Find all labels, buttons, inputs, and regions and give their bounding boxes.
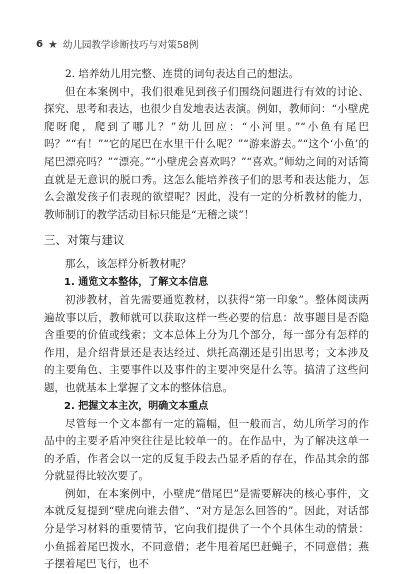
running-header	[36, 36, 198, 52]
page-number: 6	[36, 38, 43, 50]
subheading-2: 2. 把握文本主次，明确文本重点	[64, 400, 209, 412]
section-heading: 三、对策与建议	[44, 233, 125, 248]
paragraph-overview: 初涉教材，首先需要通览教材，以获得“第一印象”。整体阅读两遍故事以后，教师就可以获取这样一些必要的信息：故事题目是否隐含重要的价值或线索；文本总体上分为几个部分，每一部分有怎样的作用，是介绍背景还是表达经过、烘托高潮还是引出思考；文本涉及的主要角色、主要事件以及事件的主要冲突是什么等。搞清了这些问题，也就基本上掌握了文本的整体信息。	[44, 293, 369, 394]
goal-item-2: 2. 培养幼儿用完整、连贯的词句表达自己的想法。	[65, 68, 299, 80]
page-body	[44, 66, 369, 574]
subheading-1: 1. 通览文本整体，了解文本信息	[64, 276, 209, 288]
paragraph-focus: 尽管每一个文本都有一定的篇幅，但一般而言，幼儿所学习的作品中的主要矛盾冲突往往是比较单一的。在作品中，为了解决这单一的矛盾，作者会以一定的反复手段去凸显矛盾的存在，作品其余的部分就显得比较次要了。	[44, 417, 369, 483]
paragraph-case-analysis: 但在本案例中，我们很难见到孩子们围绕问题进行有效的讨论、探究、思考和表达，也很少自发地表达表演。例如，教师问：“小壁虎爬呀爬，爬到了哪儿？”幼儿回应：“小河里。”“小鱼有尾巴吗？”“有！”“它的尾巴在水里干什么呢？”“游来游去。”“这个‘小鱼’的尾巴漂亮吗？”“漂亮。”“小壁虎会喜欢吗？”“喜欢。”师幼之间的对话简直就是无意识的脱口秀。这怎么能培养孩子们的思考和表达能力，怎么会激发孩子们表现的欲望呢？因此，没有一定的分析教材的能力，教师制订的教学活动目标只能是“无稽之谈”！	[44, 85, 369, 221]
star-icon: ★	[47, 37, 58, 51]
lead-question: 那么，该怎样分析教材呢？	[65, 258, 191, 271]
book-title: 幼儿园教学诊断技巧与对策58例	[62, 40, 199, 51]
paragraph-example: 例如，在本案例中，小壁虎“借尾巴”是需要解决的核心事件，文本就反复提到“壁虎向谁去借”、“对方是怎么回答的”。因此，对话部分是学习材料的重要情节，它向我们提供了一个个具体生动的情景：小鱼摇着尾巴拨水，不同意借；老牛甩着尾巴赶蝇子，不同意借；燕子摆着尾巴飞行，也不	[44, 487, 369, 571]
